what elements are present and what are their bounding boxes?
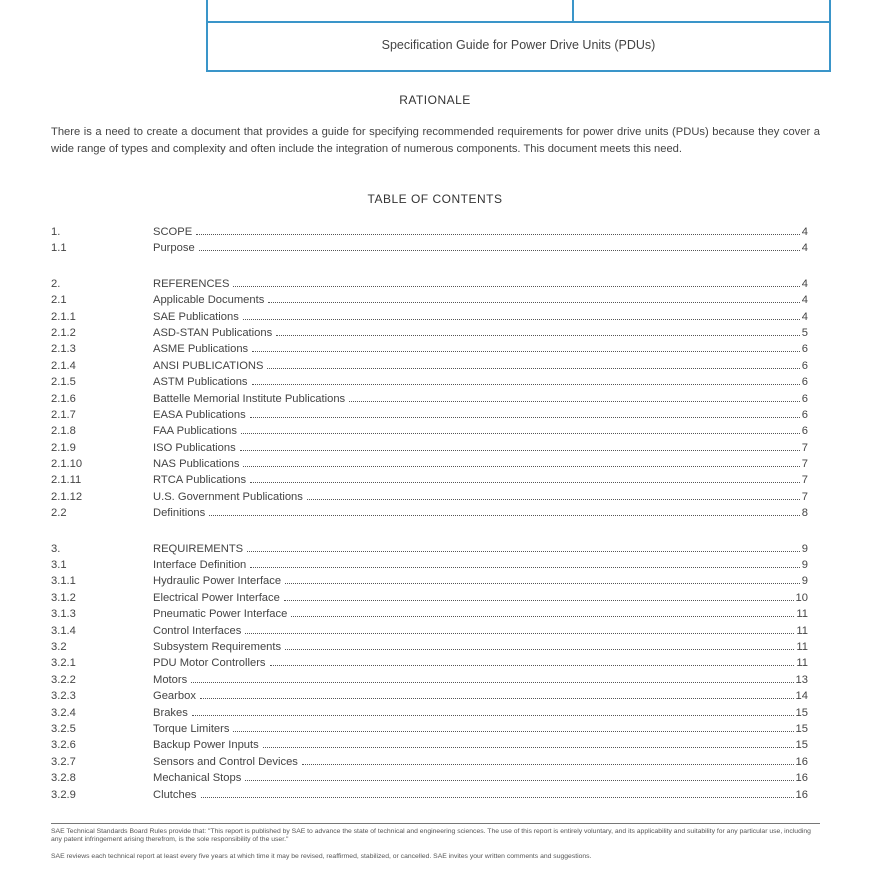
toc-entry-label: Sensors and Control Devices: [153, 755, 298, 768]
toc-entry-label: Battelle Memorial Institute Publications: [153, 392, 346, 405]
toc-entry-page: 4: [801, 242, 808, 255]
toc-entry-page: 15: [795, 706, 808, 719]
toc-entry-page: 6: [801, 392, 808, 405]
toc-entry[interactable]: [51, 574, 808, 590]
toc-entry[interactable]: [51, 656, 808, 672]
toc-dot-leader: [302, 764, 794, 765]
toc-entry-page: 5: [801, 326, 808, 339]
toc-entry-number: 3.2.2: [51, 673, 76, 686]
toc-entry[interactable]: [51, 473, 808, 489]
toc-dot-leader: [196, 234, 800, 235]
toc-entry-label: Subsystem Requirements: [153, 640, 282, 653]
toc-entry[interactable]: [51, 326, 808, 342]
table-of-contents: [51, 225, 808, 804]
toc-entry-number: 3.1: [51, 559, 67, 572]
toc-entry-page: 14: [795, 690, 808, 703]
toc-entry-leader: [153, 311, 808, 323]
toc-entry-label: Motors: [153, 673, 188, 686]
toc-entry-label: Mechanical Stops: [153, 772, 242, 785]
toc-entry-leader: [153, 772, 808, 784]
toc-dot-leader: [285, 649, 794, 650]
toc-entry[interactable]: [51, 706, 808, 722]
toc-entry-label: Brakes: [153, 706, 188, 719]
toc-entry-leader: [153, 707, 808, 719]
toc-entry-label: Hydraulic Power Interface: [153, 575, 282, 588]
toc-entry-page: 4: [801, 226, 808, 238]
footer-divider: [51, 823, 820, 824]
toc-entry-number: 2.1.6: [51, 392, 76, 405]
toc-entry-number: 2.2: [51, 507, 67, 520]
toc-dot-leader: [270, 665, 795, 666]
toc-entry-page: 9: [801, 559, 808, 572]
toc-entry-page: 6: [801, 408, 808, 421]
toc-entry-page: 7: [801, 490, 808, 503]
toc-entry-page: 4: [801, 310, 808, 323]
toc-entry-page: 6: [801, 425, 808, 438]
toc-entry-page: 7: [801, 441, 808, 454]
toc-entry-leader: [153, 739, 808, 751]
toc-dot-leader: [233, 286, 799, 287]
toc-entry-label: Torque Limiters: [153, 722, 230, 735]
toc-entry-leader: [153, 723, 808, 735]
toc-entry-number: 2.1.1: [51, 310, 76, 323]
toc-entry-number: 3.2.4: [51, 706, 76, 719]
title-box-divider: [208, 21, 829, 23]
toc-entry-label: RTCA Publications: [153, 474, 247, 487]
toc-entry[interactable]: [51, 755, 808, 771]
toc-entry-number: 3.2: [51, 640, 67, 653]
toc-entry-number: 3.2.3: [51, 690, 76, 703]
toc-dot-leader: [285, 583, 800, 584]
toc-entry-leader: [153, 625, 808, 637]
toc-dot-leader: [240, 450, 800, 451]
toc-entry-page: 6: [801, 359, 808, 372]
toc-entry[interactable]: [51, 673, 808, 689]
toc-entry[interactable]: [51, 293, 808, 309]
toc-entry-label: ISO Publications: [153, 441, 236, 454]
toc-entry-leader: [153, 409, 808, 421]
toc-entry[interactable]: [51, 506, 808, 522]
toc-entry-number: 1.: [51, 226, 61, 238]
toc-entry-number: 3.2.7: [51, 755, 76, 768]
toc-dot-leader: [200, 698, 794, 699]
toc-entry-page: 4: [801, 294, 808, 307]
toc-entry-leader: [153, 608, 808, 620]
toc-entry-page: 9: [801, 575, 808, 588]
toc-entry-label: Gearbox: [153, 690, 196, 703]
toc-dot-leader: [243, 319, 800, 320]
toc-entry-page: 16: [795, 755, 808, 768]
title-box-column-divider: [572, 0, 574, 23]
toc-section-spacer: [51, 258, 808, 277]
toc-entry[interactable]: [51, 738, 808, 754]
toc-entry-page: 7: [801, 474, 808, 487]
toc-entry-label: Pneumatic Power Interface: [153, 608, 288, 621]
toc-entry-leader: [153, 393, 808, 405]
toc-entry-label: EASA Publications: [153, 408, 246, 421]
toc-dot-leader: [284, 600, 794, 601]
toc-entry[interactable]: [51, 424, 808, 440]
toc-entry-leader: [153, 360, 808, 372]
toc-entry[interactable]: [51, 771, 808, 787]
rationale-heading: RATIONALE: [399, 93, 471, 107]
toc-dot-leader: [247, 551, 800, 552]
toc-entry-page: 16: [795, 788, 808, 801]
toc-entry[interactable]: [51, 342, 808, 358]
toc-entry-leader: [153, 690, 808, 702]
toc-entry-label: REFERENCES: [153, 277, 230, 290]
toc-dot-leader: [233, 731, 793, 732]
toc-entry[interactable]: [51, 542, 808, 558]
toc-entry-leader: [153, 458, 808, 470]
toc-entry-leader: [153, 376, 808, 388]
toc-dot-leader: [192, 715, 794, 716]
toc-entry-page: 9: [801, 542, 808, 555]
toc-entry-page: 15: [795, 739, 808, 752]
toc-entry-label: Interface Definition: [153, 559, 247, 572]
toc-entry-label: PDU Motor Controllers: [153, 657, 266, 670]
toc-dot-leader: [267, 368, 799, 369]
toc-entry-label: ASME Publications: [153, 343, 249, 356]
toc-entry-number: 2.1.4: [51, 359, 76, 372]
toc-dot-leader: [268, 302, 799, 303]
toc-entry-leader: [153, 278, 808, 290]
toc-entry-number: 3.1.2: [51, 591, 76, 604]
toc-entry[interactable]: [51, 392, 808, 408]
toc-dot-leader: [252, 384, 800, 385]
toc-dot-leader: [199, 250, 800, 251]
toc-entry-page: 4: [801, 277, 808, 290]
document-title-box: [206, 0, 831, 72]
toc-entry[interactable]: [51, 640, 808, 656]
toc-dot-leader: [201, 797, 794, 798]
toc-entry[interactable]: [51, 490, 808, 506]
toc-entry-label: ANSI PUBLICATIONS: [153, 359, 264, 372]
toc-entry-number: 3.2.1: [51, 657, 76, 670]
toc-entry-leader: [153, 442, 808, 454]
toc-entry-number: 2.1.11: [51, 474, 82, 487]
toc-entry-leader: [153, 789, 808, 801]
toc-dot-leader: [252, 351, 800, 352]
toc-entry[interactable]: [51, 408, 808, 424]
toc-entry[interactable]: [51, 457, 808, 473]
toc-entry-label: Electrical Power Interface: [153, 591, 280, 604]
toc-entry-label: ASD-STAN Publications: [153, 326, 273, 339]
toc-entry-page: 11: [796, 657, 808, 670]
toc-entry-number: 2.1.2: [51, 326, 76, 339]
toc-entry[interactable]: [51, 359, 808, 375]
toc-dot-leader: [245, 780, 793, 781]
toc-entry-page: 15: [795, 722, 808, 735]
toc-entry-leader: [153, 575, 808, 587]
toc-entry[interactable]: [51, 241, 808, 257]
toc-entry-label: SCOPE: [153, 226, 193, 238]
toc-entry-page: 6: [801, 343, 808, 356]
toc-entry-label: SAE Publications: [153, 310, 239, 323]
toc-dot-leader: [243, 466, 799, 467]
toc-dot-leader: [307, 499, 800, 500]
toc-entry[interactable]: [51, 310, 808, 326]
toc-entry-leader: [153, 559, 808, 571]
toc-entry-leader: [153, 343, 808, 355]
toc-section-spacer: [51, 523, 808, 542]
toc-heading: TABLE OF CONTENTS: [367, 192, 503, 206]
toc-dot-leader: [250, 567, 799, 568]
toc-entry-number: 2.1.3: [51, 343, 76, 356]
toc-entry-number: 2.1: [51, 294, 67, 307]
document-title: Specification Guide for Power Drive Units (PDUs): [381, 38, 656, 52]
toc-entry-number: 3.: [51, 542, 61, 555]
toc-entry-label: Clutches: [153, 788, 197, 801]
toc-entry-page: 11: [796, 640, 808, 653]
toc-dot-leader: [349, 401, 800, 402]
toc-entry-leader: [153, 491, 808, 503]
toc-entry-leader: [153, 674, 808, 686]
toc-dot-leader: [209, 515, 800, 516]
toc-entry-page: 16: [795, 772, 808, 785]
toc-entry-number: 2.1.12: [51, 490, 83, 503]
toc-entry-leader: [153, 294, 808, 306]
toc-entry-leader: [153, 474, 808, 486]
toc-dot-leader: [250, 482, 800, 483]
toc-entry-leader: [153, 327, 808, 339]
toc-entry-number: 2.: [51, 277, 61, 290]
toc-entry-page: 11: [796, 608, 808, 621]
toc-entry-label: Backup Power Inputs: [153, 739, 259, 752]
toc-entry[interactable]: [51, 591, 808, 607]
toc-dot-leader: [276, 335, 800, 336]
toc-entry-number: 2.1.9: [51, 441, 76, 454]
toc-entry-leader: [153, 425, 808, 437]
toc-dot-leader: [250, 417, 800, 418]
toc-entry[interactable]: [51, 624, 808, 640]
toc-entry-number: 2.1.5: [51, 376, 76, 389]
toc-entry-leader: [153, 242, 808, 254]
toc-entry[interactable]: [51, 607, 808, 623]
toc-entry-label: ASTM Publications: [153, 376, 248, 389]
toc-entry-leader: [153, 543, 808, 555]
toc-entry-number: 3.1.1: [51, 575, 76, 588]
toc-entry-label: REQUIREMENTS: [153, 542, 244, 555]
toc-entry-label: Control Interfaces: [153, 624, 242, 637]
toc-entry[interactable]: [51, 277, 808, 293]
toc-entry-number: 2.1.8: [51, 425, 76, 438]
toc-entry-page: 8: [801, 507, 808, 520]
toc-entry-number: 3.1.4: [51, 624, 76, 637]
toc-entry-number: 3.2.9: [51, 788, 76, 801]
toc-entry[interactable]: [51, 441, 808, 457]
toc-entry-leader: [153, 641, 808, 653]
toc-dot-leader: [191, 682, 793, 683]
toc-entry[interactable]: [51, 788, 808, 804]
toc-entry-leader: [153, 592, 808, 604]
rationale-text: There is a need to create a document that provides a guide for specifying recommended requirements for power drive units (PDUs) because they cover a wide range of types and complexity and often include the integration of numerous components. This document meets this need.: [51, 126, 820, 155]
footer-disclaimer: SAE Technical Standards Board Rules provide that: "This report is published by SAE to advance the state of technical and engineering sciences. The use of this report is entirely voluntary, and its applicability and suitability for any particular use, including any patent infringement arising therefrom, is the sole responsibility of the user.": [51, 828, 811, 843]
toc-entry[interactable]: [51, 722, 808, 738]
toc-entry-number: 1.1: [51, 242, 67, 255]
toc-dot-leader: [263, 747, 794, 748]
toc-dot-leader: [245, 633, 794, 634]
toc-entry-number: 3.2.8: [51, 772, 76, 785]
toc-entry-page: 13: [795, 673, 808, 686]
toc-entry[interactable]: [51, 375, 808, 391]
toc-entry-number: 2.1.10: [51, 458, 83, 471]
toc-entry-label: U.S. Government Publications: [153, 490, 303, 503]
toc-entry-label: Definitions: [153, 507, 206, 520]
toc-entry[interactable]: [51, 689, 808, 705]
toc-dot-leader: [241, 433, 800, 434]
toc-entry-leader: [153, 226, 808, 238]
toc-entry-number: 3.2.6: [51, 739, 76, 752]
toc-entry-label: Purpose: [153, 242, 195, 255]
toc-entry-label: Applicable Documents: [153, 294, 265, 307]
toc-entry-number: 3.2.5: [51, 722, 76, 735]
toc-entry[interactable]: [51, 225, 808, 241]
toc-entry-label: NAS Publications: [153, 458, 240, 471]
toc-entry-page: 6: [801, 376, 808, 389]
toc-entry-leader: [153, 657, 808, 669]
toc-entry-page: 10: [795, 591, 808, 604]
toc-entry-leader: [153, 756, 808, 768]
toc-entry-number: 3.1.3: [51, 608, 76, 621]
footer-review-note: SAE reviews each technical report at least every five years at which time it may be revised, reaffirmed, stabilized, or cancelled. SAE invites your written comments and suggestions.: [51, 853, 592, 860]
toc-entry[interactable]: [51, 558, 808, 574]
toc-entry-number: 2.1.7: [51, 408, 76, 421]
toc-entry-page: 7: [801, 458, 808, 471]
toc-entry-label: FAA Publications: [153, 425, 237, 438]
toc-dot-leader: [291, 616, 794, 617]
toc-entry-leader: [153, 507, 808, 519]
toc-entry-page: 11: [796, 624, 808, 637]
